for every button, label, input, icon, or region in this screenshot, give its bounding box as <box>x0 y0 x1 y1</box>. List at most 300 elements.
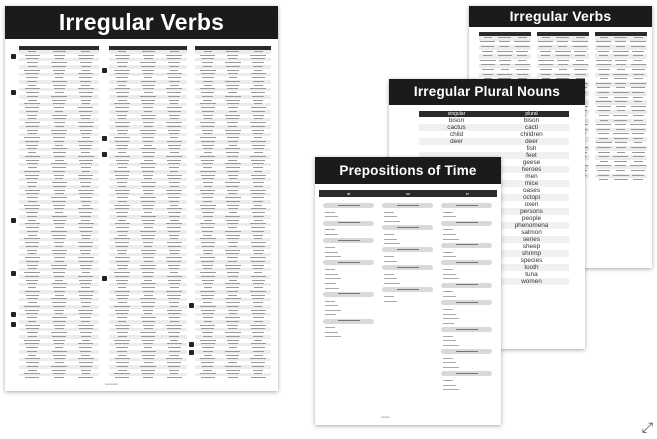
illegible-text <box>142 272 154 273</box>
illegible-text <box>55 362 64 363</box>
category-pill <box>323 319 374 324</box>
illegible-text <box>53 272 65 273</box>
illegible-text <box>53 51 66 52</box>
singular-cell: bison <box>448 117 465 124</box>
illegible-text <box>115 343 129 344</box>
illegible-text <box>114 306 130 307</box>
illegible-text <box>253 201 263 202</box>
illegible-text <box>252 111 265 112</box>
illegible-text <box>227 70 239 71</box>
example-item <box>325 245 372 249</box>
illegible-text <box>456 205 478 206</box>
illegible-text <box>254 85 263 86</box>
illegible-text <box>118 220 126 221</box>
illegible-text <box>51 163 67 164</box>
illegible-text <box>118 186 126 187</box>
illegible-text <box>202 62 213 63</box>
table-cell <box>46 376 73 380</box>
verbs-table-col-3 <box>195 46 271 380</box>
illegible-text <box>200 306 216 307</box>
illegible-text <box>201 73 215 74</box>
illegible-text <box>325 274 338 275</box>
example-item <box>325 272 372 276</box>
illegible-text <box>81 152 90 153</box>
illegible-text <box>253 81 264 82</box>
illegible-text <box>201 160 214 161</box>
illegible-text <box>634 142 642 143</box>
illegible-text <box>26 111 38 112</box>
illegible-text <box>143 55 154 56</box>
illegible-text <box>443 252 453 253</box>
illegible-text <box>443 318 459 319</box>
illegible-text <box>170 253 179 254</box>
illegible-text <box>252 280 265 281</box>
illegible-text <box>253 235 263 236</box>
illegible-text <box>201 208 215 209</box>
illegible-text <box>225 62 241 63</box>
illegible-text <box>599 179 608 180</box>
illegible-text <box>599 74 609 75</box>
category-pill <box>441 327 492 332</box>
plural-cell: men <box>525 173 538 180</box>
illegible-text <box>598 175 609 176</box>
illegible-text <box>166 223 182 224</box>
illegible-text <box>251 276 266 277</box>
illegible-text <box>115 122 130 123</box>
illegible-text <box>338 262 360 263</box>
illegible-text <box>169 250 180 251</box>
illegible-text <box>167 242 182 243</box>
illegible-text <box>200 272 216 273</box>
illegible-text <box>225 197 241 198</box>
illegible-text <box>54 343 64 344</box>
illegible-text <box>170 118 179 119</box>
illegible-text <box>143 190 154 191</box>
illegible-text <box>24 306 40 307</box>
illegible-text <box>167 73 182 74</box>
illegible-text <box>142 321 155 322</box>
illegible-text <box>167 276 182 277</box>
illegible-text <box>227 325 238 326</box>
illegible-text <box>200 137 216 138</box>
illegible-text <box>200 373 216 374</box>
illegible-text <box>170 171 178 172</box>
illegible-text <box>598 152 610 153</box>
singular-cell: cactus <box>447 124 466 131</box>
category-pill <box>382 225 433 230</box>
illegible-text <box>169 216 180 217</box>
illegible-text <box>78 276 93 277</box>
illegible-text <box>204 220 212 221</box>
table-row <box>19 376 99 380</box>
illegible-text <box>253 115 264 116</box>
illegible-text <box>325 283 336 284</box>
illegible-text <box>26 193 39 194</box>
table-row <box>109 376 187 380</box>
illegible-text <box>203 268 212 269</box>
section-marker <box>11 322 16 327</box>
illegible-text <box>81 66 91 67</box>
illegible-text <box>116 246 128 247</box>
illegible-text <box>498 55 512 56</box>
illegible-text <box>226 152 239 153</box>
illegible-text <box>142 171 154 172</box>
illegible-text <box>597 46 610 47</box>
illegible-text <box>26 347 38 348</box>
illegible-text <box>225 96 241 97</box>
illegible-text <box>228 377 238 378</box>
illegible-text <box>227 122 238 123</box>
illegible-text <box>55 212 63 213</box>
illegible-text <box>52 148 67 149</box>
table-row <box>419 124 569 131</box>
expand-arrows-icon[interactable]: ⤢ <box>641 419 653 435</box>
plural-cell: heroes <box>521 166 542 173</box>
illegible-text <box>254 171 262 172</box>
illegible-text <box>53 103 65 104</box>
illegible-text <box>115 141 129 142</box>
illegible-text <box>114 103 130 104</box>
illegible-text <box>169 317 180 318</box>
sheet-footer: ▪▪▪▪▪▪▪▪▪▪▪▪ <box>105 382 118 386</box>
plural-cell: oxen <box>524 201 539 208</box>
plural-cell: people <box>521 215 542 222</box>
illegible-text <box>114 70 130 71</box>
illegible-text <box>144 77 152 78</box>
illegible-text <box>201 193 214 194</box>
illegible-text <box>540 51 551 52</box>
illegible-text <box>201 92 214 93</box>
illegible-text <box>28 51 36 52</box>
illegible-text <box>117 81 127 82</box>
illegible-text <box>55 347 63 348</box>
illegible-text <box>167 328 181 329</box>
illegible-text <box>229 347 237 348</box>
illegible-text <box>117 182 127 183</box>
illegible-text <box>79 328 93 329</box>
plural-cell: mice <box>524 180 539 187</box>
illegible-text <box>115 73 129 74</box>
illegible-text <box>117 130 128 131</box>
illegible-text <box>169 235 179 236</box>
illegible-text <box>516 69 529 70</box>
illegible-text <box>325 256 341 257</box>
illegible-text <box>325 229 335 230</box>
illegible-text <box>614 78 627 79</box>
illegible-text <box>142 238 154 239</box>
illegible-text <box>55 92 64 93</box>
illegible-text <box>254 306 262 307</box>
illegible-text <box>596 142 612 143</box>
example-item <box>325 313 372 317</box>
illegible-text <box>253 250 264 251</box>
illegible-text <box>27 317 37 318</box>
illegible-text <box>170 70 178 71</box>
illegible-text <box>518 37 527 38</box>
illegible-text <box>25 55 40 56</box>
illegible-text <box>54 88 65 89</box>
illegible-text <box>540 69 552 70</box>
illegible-text <box>632 51 644 52</box>
illegible-text <box>517 55 527 56</box>
table-cell <box>161 376 187 380</box>
illegible-text <box>168 332 180 333</box>
illegible-text <box>443 291 453 292</box>
illegible-text <box>143 310 153 311</box>
illegible-text <box>572 41 588 42</box>
illegible-text <box>225 250 240 251</box>
header-plural: plural <box>525 111 538 117</box>
illegible-text <box>27 265 38 266</box>
illegible-text <box>80 197 92 198</box>
plural-cell: deer <box>525 138 538 145</box>
illegible-text <box>52 182 67 183</box>
illegible-text <box>252 178 265 179</box>
illegible-text <box>27 332 38 333</box>
illegible-text <box>116 178 128 179</box>
example-item <box>443 294 490 298</box>
illegible-text <box>141 133 155 134</box>
illegible-text <box>53 186 66 187</box>
illegible-text <box>115 276 129 277</box>
illegible-text <box>53 85 66 86</box>
illegible-text <box>443 358 453 359</box>
illegible-text <box>204 51 212 52</box>
illegible-text <box>117 62 128 63</box>
illegible-text <box>24 137 40 138</box>
illegible-text <box>114 205 130 206</box>
illegible-text <box>613 115 628 116</box>
illegible-text <box>169 336 179 337</box>
illegible-text <box>600 78 608 79</box>
illegible-text <box>27 182 37 183</box>
illegible-text <box>228 261 237 262</box>
illegible-text <box>538 60 554 61</box>
table-cell <box>595 178 612 183</box>
illegible-text <box>632 175 644 176</box>
illegible-text <box>227 340 239 341</box>
illegible-text <box>140 332 156 333</box>
illegible-text <box>615 41 626 42</box>
illegible-text <box>250 325 266 326</box>
category-pill <box>323 203 374 208</box>
illegible-text <box>204 186 212 187</box>
illegible-text <box>253 351 264 352</box>
illegible-text <box>202 313 214 314</box>
illegible-text <box>228 362 237 363</box>
illegible-text <box>225 283 240 284</box>
example-item <box>384 299 431 303</box>
illegible-text <box>143 156 154 157</box>
illegible-text <box>225 163 241 164</box>
illegible-text <box>202 231 213 232</box>
example-item <box>443 215 490 219</box>
illegible-text <box>25 377 39 378</box>
illegible-text <box>484 37 492 38</box>
illegible-text <box>116 261 129 262</box>
section-marker <box>11 90 16 95</box>
illegible-text <box>227 306 239 307</box>
illegible-text <box>169 66 179 67</box>
category-pill <box>441 300 492 305</box>
illegible-text <box>142 137 154 138</box>
example-item <box>384 254 431 258</box>
illegible-text <box>456 244 478 245</box>
illegible-text <box>52 302 66 303</box>
illegible-text <box>142 287 155 288</box>
illegible-text <box>144 160 153 161</box>
illegible-text <box>200 291 215 292</box>
illegible-text <box>142 118 155 119</box>
example-item <box>443 321 490 325</box>
illegible-text <box>78 291 94 292</box>
illegible-text <box>54 291 65 292</box>
illegible-text <box>140 96 156 97</box>
illegible-text <box>201 227 214 228</box>
section-marker <box>11 54 16 59</box>
plural-cell: geese <box>522 159 541 166</box>
illegible-text <box>499 60 511 61</box>
illegible-text <box>170 152 179 153</box>
illegible-text <box>597 129 610 130</box>
illegible-text <box>79 362 93 363</box>
illegible-text <box>201 242 215 243</box>
illegible-text <box>613 92 629 93</box>
illegible-text <box>443 269 453 270</box>
illegible-text <box>201 310 215 311</box>
plural-cell: children <box>520 131 543 138</box>
category-pill <box>382 247 433 252</box>
illegible-text <box>28 152 36 153</box>
illegible-text <box>115 358 130 359</box>
illegible-text <box>555 74 570 75</box>
illegible-text <box>226 253 239 254</box>
illegible-text <box>170 355 179 356</box>
illegible-text <box>166 88 182 89</box>
illegible-text <box>118 201 127 202</box>
illegible-text <box>384 274 394 275</box>
illegible-text <box>81 302 91 303</box>
illegible-text <box>82 306 90 307</box>
illegible-text <box>228 58 237 59</box>
illegible-text <box>169 148 180 149</box>
illegible-text <box>250 257 266 258</box>
illegible-text <box>80 351 91 352</box>
illegible-text <box>25 257 40 258</box>
illegible-text <box>54 73 64 74</box>
illegible-text <box>251 261 265 262</box>
example-item <box>443 343 490 347</box>
illegible-text <box>79 313 92 314</box>
illegible-text <box>325 252 338 253</box>
illegible-text <box>252 62 264 63</box>
example-item <box>325 267 372 271</box>
illegible-text <box>170 137 178 138</box>
example-item <box>325 308 372 312</box>
illegible-text <box>251 328 265 329</box>
illegible-text <box>53 287 66 288</box>
category-pill <box>323 260 374 265</box>
sheet-title: Irregular Verbs <box>469 6 652 27</box>
illegible-text <box>253 167 263 168</box>
category-pill <box>382 287 433 292</box>
illegible-text <box>52 370 66 371</box>
illegible-text <box>140 231 156 232</box>
illegible-text <box>598 110 610 111</box>
illegible-text <box>80 62 92 63</box>
section-marker <box>11 312 16 317</box>
illegible-text <box>51 366 67 367</box>
illegible-text <box>250 55 266 56</box>
illegible-text <box>227 205 239 206</box>
illegible-text <box>168 246 181 247</box>
illegible-text <box>250 122 266 123</box>
illegible-text <box>53 220 66 221</box>
illegible-text <box>482 51 493 52</box>
illegible-text <box>24 103 40 104</box>
illegible-text <box>615 142 627 143</box>
illegible-text <box>251 193 265 194</box>
illegible-text <box>168 130 180 131</box>
illegible-text <box>228 208 238 209</box>
illegible-text <box>54 156 65 157</box>
illegible-text <box>166 122 182 123</box>
illegible-text <box>81 220 90 221</box>
illegible-text <box>202 280 214 281</box>
illegible-text <box>78 325 94 326</box>
illegible-text <box>325 332 338 333</box>
illegible-text <box>599 115 609 116</box>
illegible-text <box>443 345 459 346</box>
illegible-text <box>54 55 65 56</box>
example-item <box>384 232 431 236</box>
illegible-text <box>200 156 215 157</box>
illegible-text <box>574 69 587 70</box>
illegible-text <box>201 377 215 378</box>
illegible-text <box>251 295 265 296</box>
col-on: on <box>405 191 411 196</box>
illegible-text <box>144 193 153 194</box>
illegible-text <box>26 178 38 179</box>
illegible-text <box>142 205 154 206</box>
example-item <box>443 254 490 258</box>
illegible-text <box>201 295 214 296</box>
illegible-text <box>616 87 625 88</box>
illegible-text <box>168 197 180 198</box>
illegible-text <box>202 366 213 367</box>
illegible-text <box>144 261 153 262</box>
category-pill <box>441 283 492 288</box>
illegible-text <box>203 351 213 352</box>
illegible-text <box>167 126 181 127</box>
illegible-text <box>82 238 90 239</box>
illegible-text <box>443 362 456 363</box>
illegible-text <box>169 115 180 116</box>
category-pill <box>323 292 374 297</box>
illegible-text <box>169 302 179 303</box>
illegible-text <box>226 186 239 187</box>
illegible-text <box>518 60 526 61</box>
illegible-text <box>26 362 39 363</box>
table-cell <box>220 376 245 380</box>
illegible-text <box>117 148 127 149</box>
illegible-text <box>559 69 567 70</box>
illegible-text <box>144 145 152 146</box>
illegible-text <box>28 253 36 254</box>
sheet-title: Prepositions of Time <box>315 157 501 184</box>
illegible-text <box>170 186 179 187</box>
illegible-text <box>169 133 179 134</box>
